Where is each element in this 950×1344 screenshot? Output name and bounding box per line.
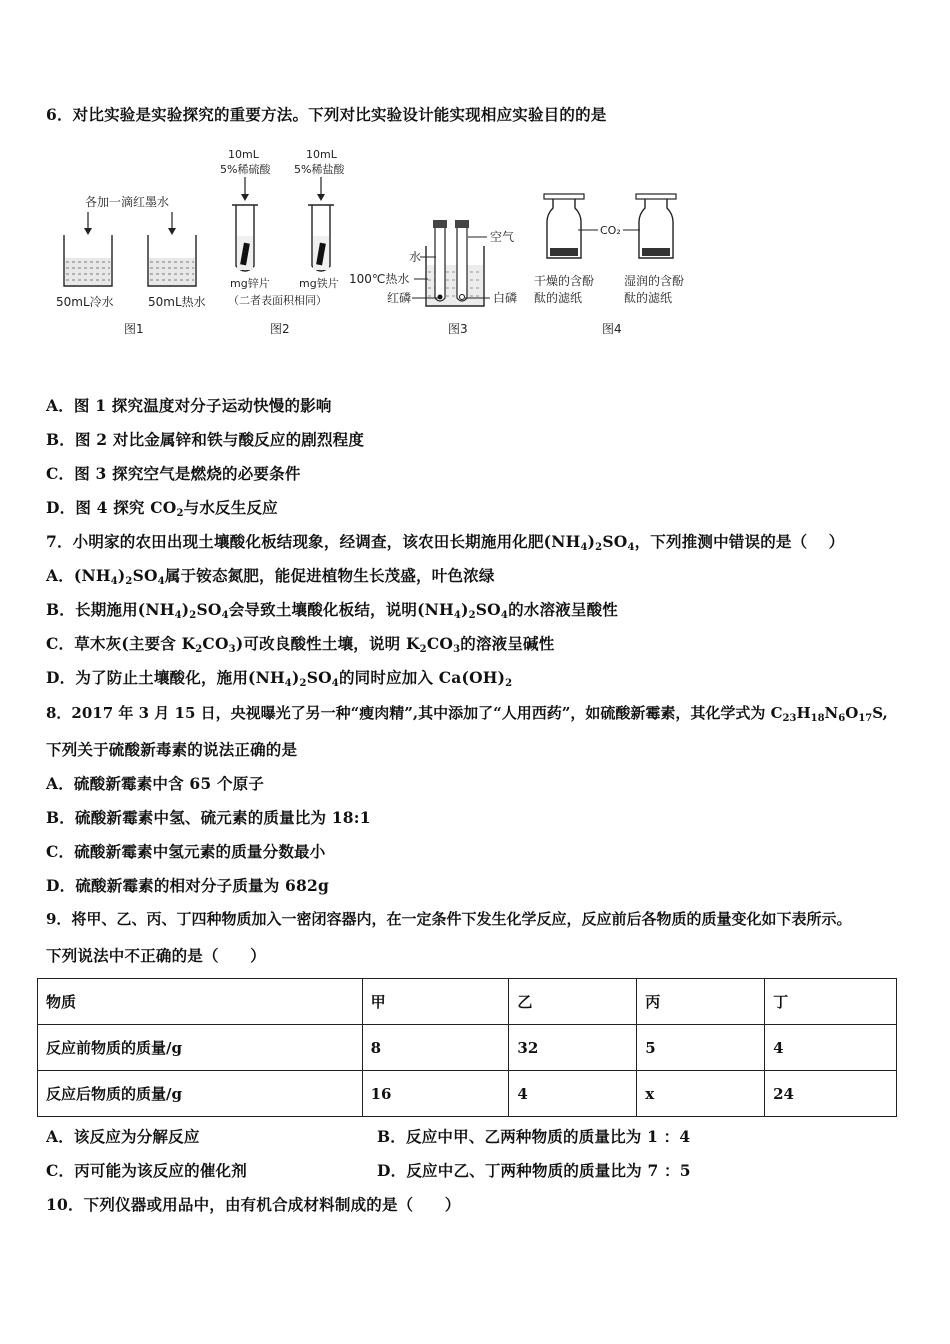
q9-option-a: A．该反应为分解反应 <box>46 1127 200 1146</box>
q7-stem: 7．小明家的农田出现土壤酸化板结现象，经调查，该农田长期施用化肥$(NH_4)_2SO_4$，下列推测中错误的是（ ） <box>46 532 845 553</box>
q9-mass-table <box>37 978 897 1117</box>
fig4-caption: 图4 <box>602 322 622 336</box>
q7-option-b: B．长期施用$(NH_4)_2SO_4$会导致土壤酸化板结，说明$(NH_4)_2SO_4$的水溶液呈酸性 <box>46 600 618 621</box>
table-cell: 16 <box>362 1071 509 1117</box>
figure-1 <box>56 194 206 336</box>
q8-option-d: D．硫酸新霉素的相对分子质量为 682g <box>46 876 330 895</box>
figure-4 <box>534 194 684 336</box>
q8-option-c: C．硫酸新霉素中氢元素的质量分数最小 <box>46 842 326 861</box>
q8-stem-line1: 8．2017 年 3 月 15 日，央视曝光了另一种“瘦肉精”,其中添加了“人用西药”，如硫酸新霉素，其化学式为 $C_{23}H_{18}N_6O_{17}S$, <box>46 704 888 724</box>
q9-option-c: C．丙可能为该反应的催化剂 <box>46 1161 247 1180</box>
fig4-dry-1: 干燥的含酚 <box>534 274 595 288</box>
table-cell: 物质 <box>38 979 363 1025</box>
fig2-acid-left-2: 5%稀硫酸 <box>220 163 271 176</box>
table-cell: x <box>637 1071 765 1117</box>
q8-option-a: A．硫酸新霉素中含 65 个原子 <box>46 774 265 793</box>
table-cell: 反应前物质的质量/g <box>38 1025 363 1071</box>
fig2-metal-left: mg锌片 <box>230 277 270 290</box>
fig3-air: 空气 <box>490 230 515 244</box>
fig1-left-label: 50mL冷水 <box>56 295 114 309</box>
q9-option-d: D．反应中乙、丁两种物质的质量比为 7 ：5 <box>377 1161 691 1180</box>
q7-option-a: A．$(NH_4)_2SO_4$属于铵态氮肥，能促进植物生长茂盛，叶色浓绿 <box>46 566 495 587</box>
table-cell: 32 <box>509 1025 637 1071</box>
table-row <box>38 1071 897 1117</box>
table-row <box>38 1025 897 1071</box>
fig1-top-label: 各加一滴红墨水 <box>85 195 170 209</box>
q6-stem: 6．对比实验是实验探究的重要方法。下列对比实验设计能实现相应实验目的的是 <box>46 105 607 124</box>
table-cell: 4 <box>509 1071 637 1117</box>
q6-option-d: D．图 4 探究 $CO_2$与水反生反应 <box>46 498 278 519</box>
table-cell: 5 <box>637 1025 765 1071</box>
fig4-wet-2: 酞的滤纸 <box>624 291 673 305</box>
q6-option-a: A．图 1 探究温度对分子运动快慢的影响 <box>46 396 332 415</box>
table-cell: 乙 <box>509 979 637 1025</box>
table-cell: 丁 <box>765 979 897 1025</box>
figure-2 <box>220 148 345 336</box>
fig2-caption: 图2 <box>270 322 290 336</box>
q6-option-b: B．图 2 对比金属锌和铁与酸反应的剧烈程度 <box>46 430 365 449</box>
fig3-water: 水 <box>409 250 422 264</box>
figure-3 <box>349 220 517 336</box>
fig2-acid-right-1: 10mL <box>306 148 337 161</box>
q9-stem-line2: 下列说法中不正确的是（ ） <box>46 946 266 965</box>
table-cell: 反应后物质的质量/g <box>38 1071 363 1117</box>
table-cell: 8 <box>362 1025 509 1071</box>
table-cell: 甲 <box>362 979 509 1025</box>
fig3-white-p: 白磷 <box>493 291 518 305</box>
q9-stem-line1: 9．将甲、乙、丙、丁四种物质加入一密闭容器内，在一定条件下发生化学反应，反应前后各物质的质量变化如下表所示。 <box>46 910 852 928</box>
table-cell: 4 <box>765 1025 897 1071</box>
q8-option-b: B．硫酸新霉素中氢、硫元素的质量比为 18:1 <box>46 808 371 827</box>
fig3-hot-water: 100℃热水 <box>349 272 410 286</box>
fig4-co2: CO₂ <box>600 224 621 237</box>
fig4-dry-2: 酞的滤纸 <box>534 291 583 305</box>
fig2-note: （二者表面积相同） <box>228 294 327 307</box>
fig2-acid-right-2: 5%稀盐酸 <box>294 163 345 176</box>
q7-option-c: C．草木灰(主要含 $K_2CO_3$)可改良酸性土壤，说明 $K_2CO_3$的溶液呈碱性 <box>46 634 555 655</box>
q10-stem: 10．下列仪器或用品中，由有机合成材料制成的是（ ） <box>46 1195 461 1214</box>
q6-option-c: C．图 3 探究空气是燃烧的必要条件 <box>46 464 301 483</box>
q6-figure <box>50 140 750 345</box>
fig1-right-label: 50mL热水 <box>148 295 206 309</box>
fig1-caption: 图1 <box>124 322 144 336</box>
q9-option-b: B．反应中甲、乙两种物质的质量比为 1 ：4 <box>377 1127 691 1146</box>
fig3-red-p: 红磷 <box>387 291 412 305</box>
table-cell: 丙 <box>637 979 765 1025</box>
fig2-acid-left-1: 10mL <box>228 148 259 161</box>
q7-option-d: D．为了防止土壤酸化，施用$(NH_4)_2SO_4$的同时应加入 $Ca(OH)_2$ <box>46 668 513 689</box>
q8-stem-line2: 下列关于硫酸新毒素的说法正确的是 <box>46 740 298 759</box>
table-cell: 24 <box>765 1071 897 1117</box>
fig3-caption: 图3 <box>448 322 468 336</box>
fig4-wet-1: 湿润的含酚 <box>624 274 685 288</box>
fig2-metal-right: mg铁片 <box>299 277 339 290</box>
table-header-row <box>38 979 897 1025</box>
